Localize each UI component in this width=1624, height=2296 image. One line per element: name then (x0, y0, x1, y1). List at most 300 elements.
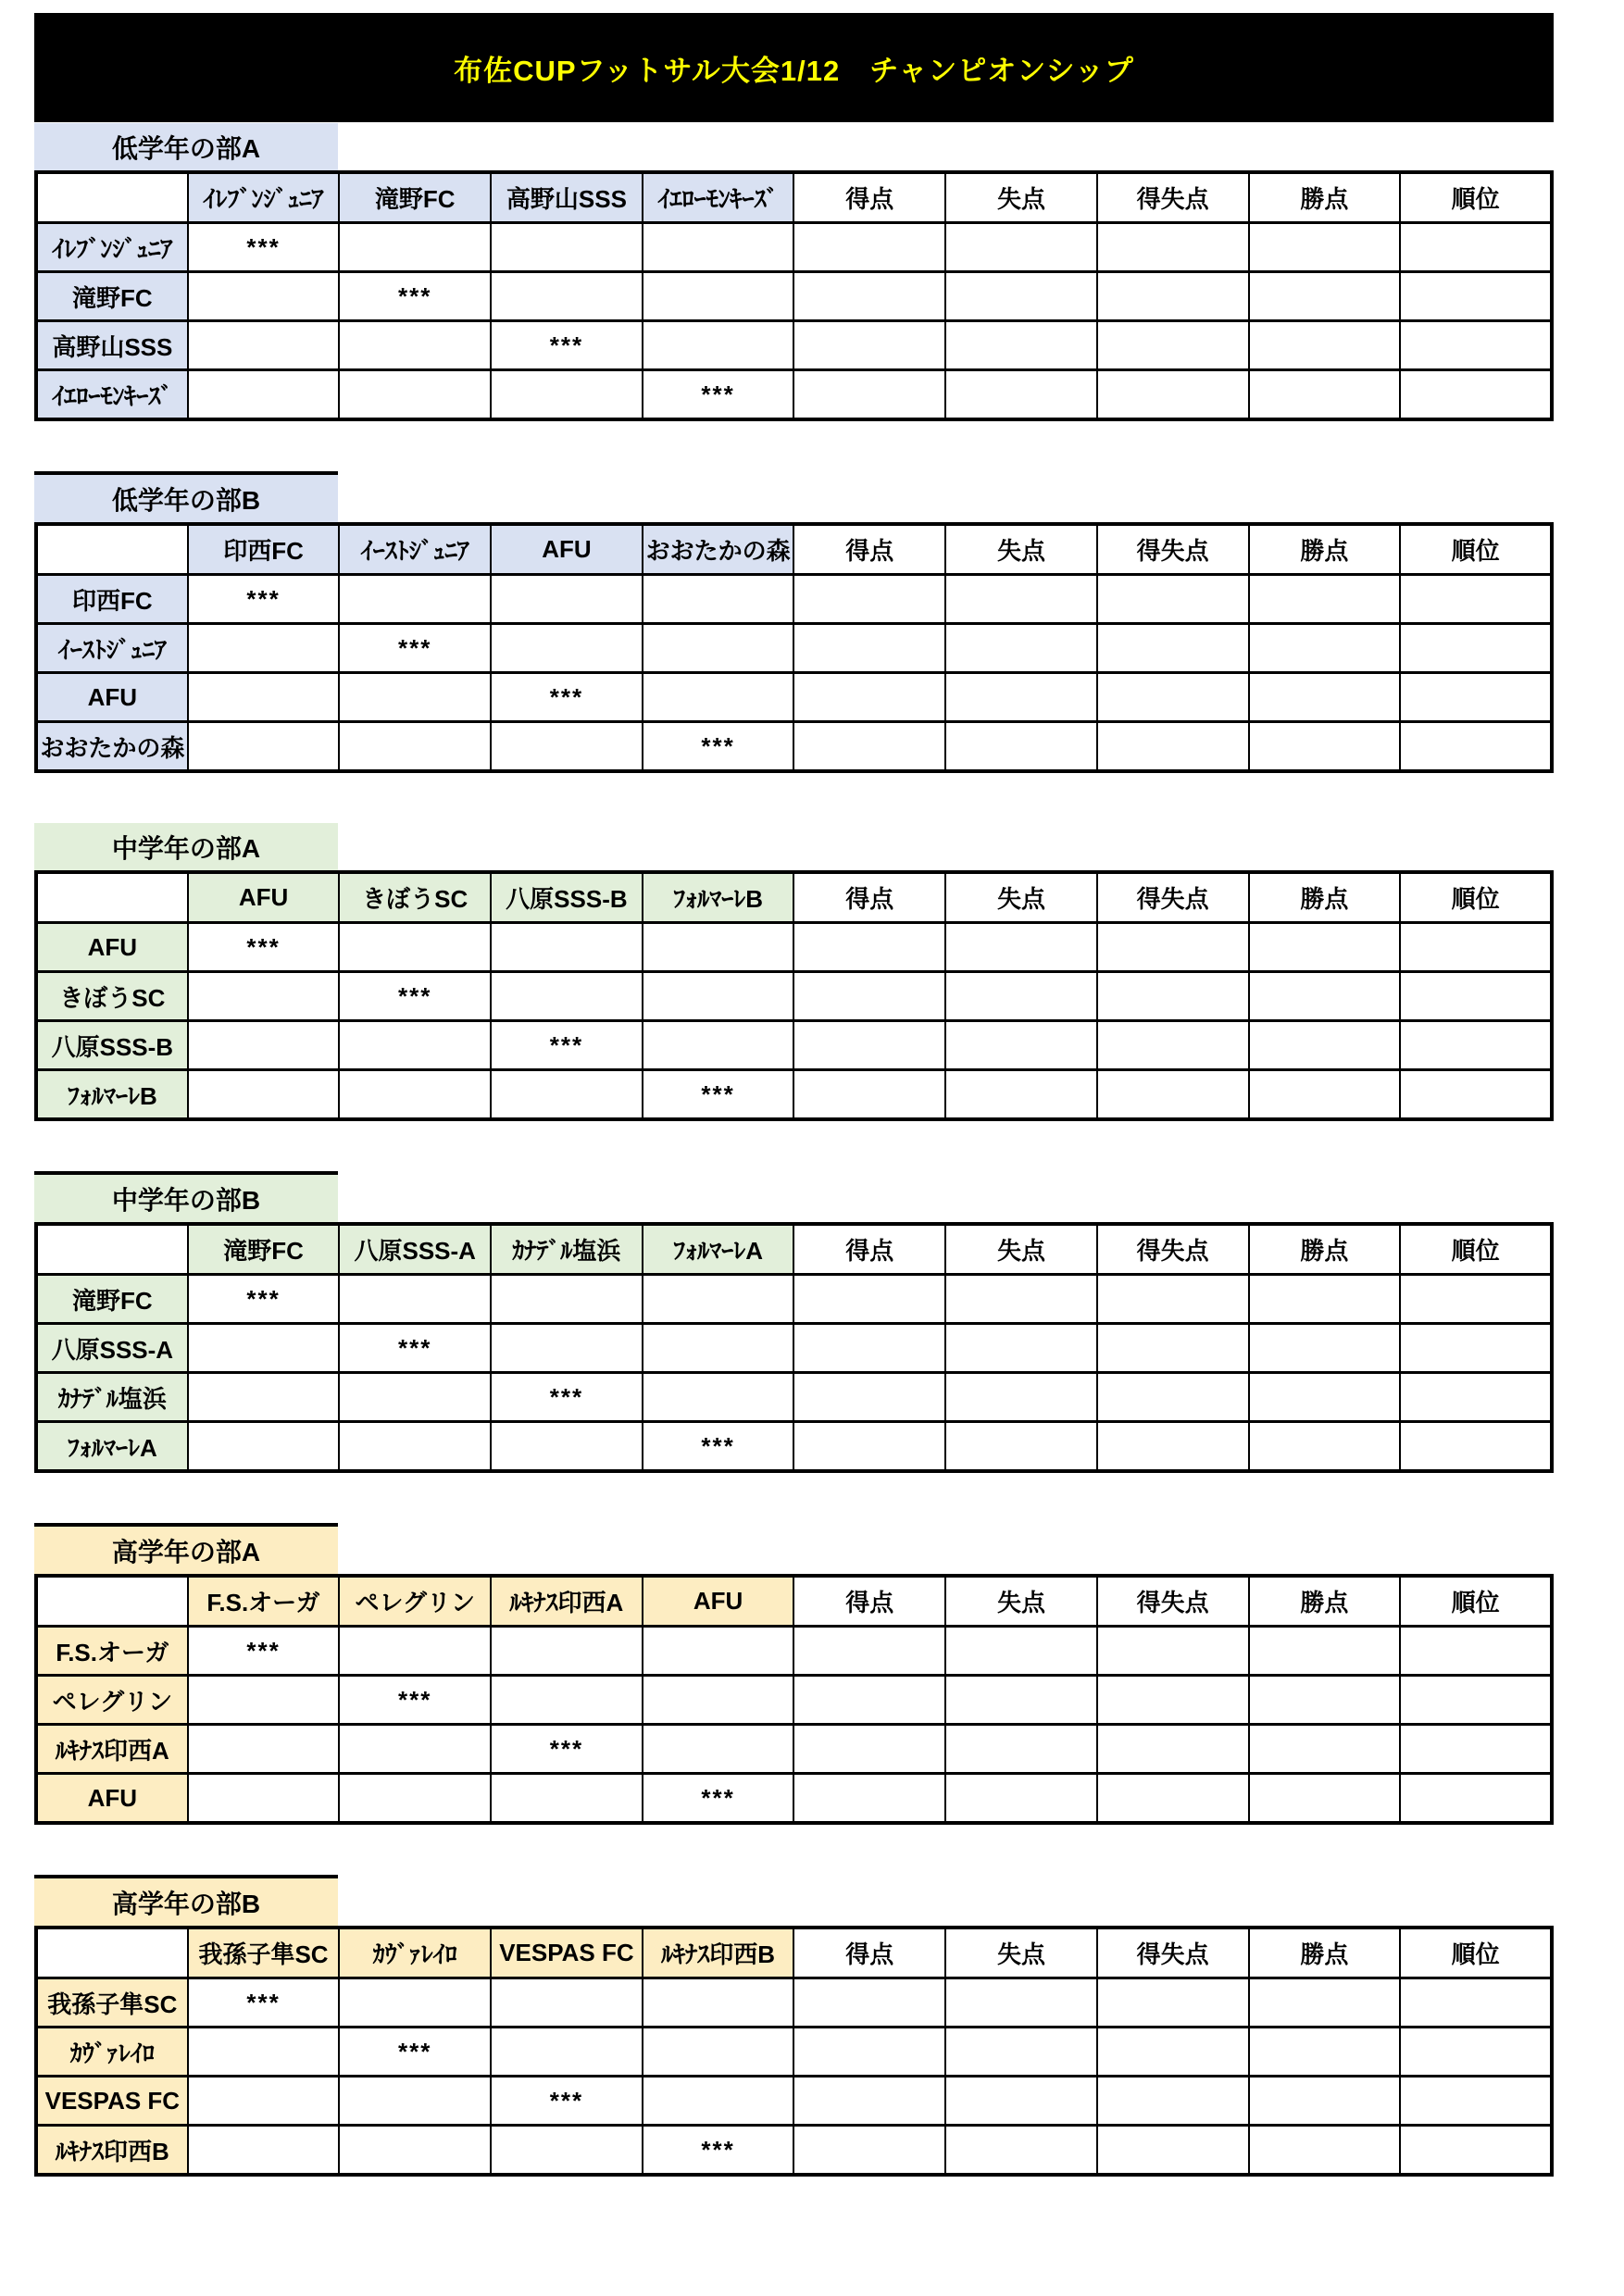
stat-cell (945, 1324, 1097, 1373)
section-title: 中学年の部A (34, 823, 338, 870)
stat-cell (945, 1978, 1097, 2028)
stat-cell (1400, 1373, 1552, 1422)
team-row-label: 八原SSS-A (36, 1324, 188, 1373)
stat-cell (793, 1725, 945, 1774)
standings-table (34, 1222, 1554, 1473)
stat-cell (793, 321, 945, 370)
team-row-label: AFU (36, 923, 188, 972)
match-cell (491, 722, 643, 772)
stat-cell (1400, 972, 1552, 1021)
section-title: 中学年の部B (34, 1171, 338, 1222)
stat-cell (1249, 223, 1401, 272)
match-cell (491, 1627, 643, 1676)
corner-cell (36, 1224, 188, 1275)
stat-cell (1097, 223, 1249, 272)
team-row-label: ｲｴﾛｰﾓﾝｷｰｽﾞ (36, 370, 188, 420)
match-cell (188, 1373, 340, 1422)
diagonal-cell: *** (339, 2028, 491, 2077)
match-cell (339, 2077, 491, 2126)
stat-cell (1400, 1978, 1552, 2028)
diagonal-cell: *** (643, 1070, 794, 1120)
team-row (36, 673, 1552, 722)
match-cell (188, 321, 340, 370)
stat-col-header: 失点 (945, 1928, 1097, 1978)
stat-col-header: 勝点 (1249, 172, 1401, 223)
stat-cell (1097, 1021, 1249, 1070)
stat-cell (793, 2077, 945, 2126)
team-col-header: ペレグリン (339, 1576, 491, 1627)
standings-table (34, 170, 1554, 421)
team-col-header: ｲｰｽﾄｼﾞｭﾆｱ (339, 524, 491, 575)
match-cell (491, 1275, 643, 1324)
team-row (36, 1021, 1552, 1070)
diagonal-cell: *** (491, 673, 643, 722)
stat-cell (793, 575, 945, 624)
stat-cell (1097, 1978, 1249, 2028)
stat-cell (1249, 321, 1401, 370)
stat-cell (1249, 2077, 1401, 2126)
stat-cell (1400, 1275, 1552, 1324)
stat-cell (1400, 1422, 1552, 1472)
team-col-header: 滝野FC (188, 1224, 340, 1275)
corner-cell (36, 524, 188, 575)
stat-col-header: 得点 (793, 1224, 945, 1275)
match-cell (491, 575, 643, 624)
stat-cell (1097, 370, 1249, 420)
diagonal-cell: *** (339, 1324, 491, 1373)
stat-cell (1249, 624, 1401, 673)
stat-cell (1097, 2126, 1249, 2176)
team-col-header: F.S.オーガ (188, 1576, 340, 1627)
match-cell (643, 1676, 794, 1725)
stat-cell (945, 575, 1097, 624)
match-cell (491, 923, 643, 972)
team-row-label: VESPAS FC (36, 2077, 188, 2126)
match-cell (339, 1978, 491, 2028)
match-cell (643, 1275, 794, 1324)
team-row (36, 1275, 1552, 1324)
stat-cell (793, 223, 945, 272)
team-row (36, 370, 1552, 420)
corner-cell (36, 1928, 188, 1978)
team-row-label: 滝野FC (36, 272, 188, 321)
match-cell (643, 972, 794, 1021)
stat-cell (1249, 1774, 1401, 1824)
stat-cell (1400, 321, 1552, 370)
stat-col-header: 得点 (793, 872, 945, 923)
match-cell (339, 1627, 491, 1676)
stat-col-header: 順位 (1400, 1576, 1552, 1627)
team-col-header: ｶｳﾞｧﾚｲﾛ (339, 1928, 491, 1978)
stat-cell (945, 2126, 1097, 2176)
section-title: 高学年の部A (34, 1523, 338, 1574)
section-title: 高学年の部B (34, 1875, 338, 1926)
stat-col-header: 順位 (1400, 872, 1552, 923)
stat-cell (793, 2028, 945, 2077)
stat-col-header: 勝点 (1249, 524, 1401, 575)
stat-cell (793, 1373, 945, 1422)
team-col-header: ｶﾅﾃﾞﾙ塩浜 (491, 1224, 643, 1275)
stat-col-header: 失点 (945, 872, 1097, 923)
match-cell (188, 1774, 340, 1824)
team-row-label: ｶｳﾞｧﾚｲﾛ (36, 2028, 188, 2077)
stat-col-header: 順位 (1400, 524, 1552, 575)
team-row-label: ﾌｫﾙﾏｰﾚA (36, 1422, 188, 1472)
header-row (36, 1224, 1552, 1275)
stat-cell (945, 1070, 1097, 1120)
team-col-header: ﾌｫﾙﾏｰﾚA (643, 1224, 794, 1275)
stat-cell (945, 2028, 1097, 2077)
stat-cell (1400, 722, 1552, 772)
match-cell (643, 624, 794, 673)
stat-cell (1097, 575, 1249, 624)
team-row (36, 722, 1552, 772)
stat-cell (1097, 673, 1249, 722)
team-col-header: ﾌｫﾙﾏｰﾚB (643, 872, 794, 923)
team-row-label: おおたかの森 (36, 722, 188, 772)
stat-cell (1400, 1324, 1552, 1373)
stat-cell (793, 1627, 945, 1676)
diagonal-cell: *** (643, 370, 794, 420)
team-row-label: AFU (36, 1774, 188, 1824)
stat-col-header: 失点 (945, 524, 1097, 575)
match-cell (643, 1373, 794, 1422)
diagonal-cell: *** (491, 1021, 643, 1070)
team-row-label: きぼうSC (36, 972, 188, 1021)
team-row (36, 2028, 1552, 2077)
stat-cell (1097, 923, 1249, 972)
team-col-header: AFU (643, 1576, 794, 1627)
stat-cell (793, 673, 945, 722)
corner-cell (36, 872, 188, 923)
stat-cell (793, 1978, 945, 2028)
diagonal-cell: *** (188, 1978, 340, 2028)
match-cell (339, 1021, 491, 1070)
sections-container (34, 123, 1554, 2177)
standings-table (34, 1574, 1554, 1825)
section-title: 低学年の部B (34, 471, 338, 522)
diagonal-cell: *** (643, 2126, 794, 2176)
stat-cell (1249, 1275, 1401, 1324)
stat-cell (1400, 370, 1552, 420)
section-low-b (34, 471, 1554, 773)
match-cell (188, 1676, 340, 1725)
team-row-label: ﾙｷﾅｽ印西B (36, 2126, 188, 2176)
stat-cell (945, 1422, 1097, 1472)
stat-cell (1097, 1676, 1249, 1725)
match-cell (188, 2077, 340, 2126)
team-row (36, 1627, 1552, 1676)
match-cell (339, 923, 491, 972)
match-cell (339, 370, 491, 420)
stat-cell (1249, 2126, 1401, 2176)
stat-cell (793, 1774, 945, 1824)
stat-cell (1249, 1021, 1401, 1070)
stat-col-header: 得失点 (1097, 1928, 1249, 1978)
header-row (36, 1928, 1552, 1978)
match-cell (188, 2126, 340, 2176)
stat-cell (1249, 1627, 1401, 1676)
match-cell (339, 1774, 491, 1824)
team-row (36, 972, 1552, 1021)
match-cell (643, 321, 794, 370)
team-row (36, 2077, 1552, 2126)
team-col-header: AFU (491, 524, 643, 575)
match-cell (339, 673, 491, 722)
team-row-label: 我孫子隼SC (36, 1978, 188, 2028)
diagonal-cell: *** (188, 1627, 340, 1676)
match-cell (491, 272, 643, 321)
match-cell (643, 1725, 794, 1774)
stat-cell (1097, 1324, 1249, 1373)
header-row (36, 1576, 1552, 1627)
diagonal-cell: *** (643, 1422, 794, 1472)
standings-table (34, 522, 1554, 773)
stat-cell (945, 624, 1097, 673)
team-col-header: 我孫子隼SC (188, 1928, 340, 1978)
stat-cell (1097, 272, 1249, 321)
match-cell (643, 1978, 794, 2028)
stat-cell (793, 1021, 945, 1070)
standings-table (34, 1926, 1554, 2177)
stat-cell (1097, 1725, 1249, 1774)
team-row-label: ｲｰｽﾄｼﾞｭﾆｱ (36, 624, 188, 673)
team-row-label: ｶﾅﾃﾞﾙ塩浜 (36, 1373, 188, 1422)
match-cell (643, 923, 794, 972)
stat-cell (1249, 1070, 1401, 1120)
match-cell (643, 673, 794, 722)
match-cell (188, 673, 340, 722)
team-row (36, 272, 1552, 321)
stat-cell (1097, 2077, 1249, 2126)
stat-cell (793, 370, 945, 420)
stat-cell (1249, 272, 1401, 321)
stat-cell (793, 272, 945, 321)
team-row (36, 1725, 1552, 1774)
stat-col-header: 順位 (1400, 1928, 1552, 1978)
team-row (36, 223, 1552, 272)
diagonal-cell: *** (188, 923, 340, 972)
diagonal-cell: *** (491, 2077, 643, 2126)
match-cell (188, 1725, 340, 1774)
stat-cell (1400, 575, 1552, 624)
stat-cell (1097, 1373, 1249, 1422)
tournament-title: 布佐CUPフットサル大会1/12 チャンピオンシップ (454, 54, 1134, 87)
stat-cell (945, 1275, 1097, 1324)
stat-cell (1097, 1422, 1249, 1472)
stat-cell (1249, 1324, 1401, 1373)
section-low-a (34, 123, 1554, 421)
team-row-label: ｲﾚﾌﾞﾝｼﾞｭﾆｱ (36, 223, 188, 272)
stat-col-header: 得失点 (1097, 1576, 1249, 1627)
section-title: 低学年の部A (34, 123, 338, 170)
stat-cell (1097, 1070, 1249, 1120)
stat-col-header: 失点 (945, 1576, 1097, 1627)
stat-col-header: 勝点 (1249, 1928, 1401, 1978)
team-row (36, 624, 1552, 673)
match-cell (188, 1422, 340, 1472)
stat-cell (1249, 1725, 1401, 1774)
team-row (36, 1422, 1552, 1472)
team-row-label: F.S.オーガ (36, 1627, 188, 1676)
standings-table (34, 870, 1554, 1121)
match-cell (491, 1324, 643, 1373)
team-col-header: ｲﾚﾌﾞﾝｼﾞｭﾆｱ (188, 172, 340, 223)
match-cell (491, 1070, 643, 1120)
match-cell (339, 575, 491, 624)
team-col-header: 滝野FC (339, 172, 491, 223)
stat-cell (945, 370, 1097, 420)
stat-cell (793, 624, 945, 673)
stat-cell (945, 673, 1097, 722)
stat-cell (945, 1627, 1097, 1676)
match-cell (188, 370, 340, 420)
stat-cell (1097, 1627, 1249, 1676)
stat-col-header: 得点 (793, 524, 945, 575)
stat-cell (1400, 1627, 1552, 1676)
stat-cell (1400, 923, 1552, 972)
match-cell (188, 2028, 340, 2077)
match-cell (491, 370, 643, 420)
stat-cell (1400, 2077, 1552, 2126)
team-col-header: 高野山SSS (491, 172, 643, 223)
stat-cell (1400, 2028, 1552, 2077)
stat-cell (1249, 972, 1401, 1021)
match-cell (491, 2126, 643, 2176)
corner-cell (36, 1576, 188, 1627)
match-cell (491, 1978, 643, 2028)
stat-cell (945, 2077, 1097, 2126)
stat-cell (1249, 575, 1401, 624)
stat-cell (945, 1774, 1097, 1824)
stat-cell (793, 2126, 945, 2176)
stat-col-header: 勝点 (1249, 1224, 1401, 1275)
stat-col-header: 勝点 (1249, 872, 1401, 923)
stat-cell (1249, 923, 1401, 972)
stat-cell (945, 923, 1097, 972)
stat-col-header: 得点 (793, 1576, 945, 1627)
stat-cell (1400, 1676, 1552, 1725)
stat-cell (1400, 1021, 1552, 1070)
match-cell (188, 1070, 340, 1120)
team-row (36, 1676, 1552, 1725)
stat-cell (945, 1021, 1097, 1070)
match-cell (491, 624, 643, 673)
corner-cell (36, 172, 188, 223)
section-high-b (34, 1875, 1554, 2177)
stat-cell (1400, 1774, 1552, 1824)
stat-col-header: 失点 (945, 172, 1097, 223)
team-row (36, 1978, 1552, 2028)
stat-cell (1249, 722, 1401, 772)
stat-cell (1249, 370, 1401, 420)
stat-col-header: 勝点 (1249, 1576, 1401, 1627)
stat-cell (945, 272, 1097, 321)
stat-cell (945, 223, 1097, 272)
diagonal-cell: *** (339, 1676, 491, 1725)
stat-cell (1097, 624, 1249, 673)
team-col-header: 八原SSS-B (491, 872, 643, 923)
match-cell (643, 2077, 794, 2126)
stat-cell (793, 923, 945, 972)
team-row-label: ﾌｫﾙﾏｰﾚB (36, 1070, 188, 1120)
team-col-header: ﾙｷﾅｽ印西B (643, 1928, 794, 1978)
diagonal-cell: *** (339, 272, 491, 321)
team-row-label: 印西FC (36, 575, 188, 624)
stat-cell (793, 1275, 945, 1324)
stat-col-header: 得失点 (1097, 872, 1249, 923)
diagonal-cell: *** (188, 575, 340, 624)
diagonal-cell: *** (188, 223, 340, 272)
match-cell (643, 1324, 794, 1373)
stat-cell (1249, 673, 1401, 722)
section-mid-a (34, 823, 1554, 1121)
section-mid-b (34, 1171, 1554, 1473)
team-row (36, 575, 1552, 624)
match-cell (339, 1725, 491, 1774)
stat-cell (1400, 624, 1552, 673)
stat-cell (1249, 1373, 1401, 1422)
match-cell (643, 272, 794, 321)
team-row-label: 高野山SSS (36, 321, 188, 370)
stat-col-header: 得失点 (1097, 172, 1249, 223)
match-cell (188, 1324, 340, 1373)
stat-col-header: 得点 (793, 1928, 945, 1978)
stat-cell (1097, 1275, 1249, 1324)
team-col-header: AFU (188, 872, 340, 923)
diagonal-cell: *** (643, 722, 794, 772)
match-cell (491, 2028, 643, 2077)
stat-cell (793, 722, 945, 772)
match-cell (339, 722, 491, 772)
match-cell (188, 624, 340, 673)
stat-cell (945, 1676, 1097, 1725)
diagonal-cell: *** (339, 624, 491, 673)
stat-cell (1400, 223, 1552, 272)
match-cell (339, 1422, 491, 1472)
stat-col-header: 失点 (945, 1224, 1097, 1275)
stat-cell (1249, 1422, 1401, 1472)
match-cell (643, 2028, 794, 2077)
stat-col-header: 順位 (1400, 172, 1552, 223)
team-col-header: ﾙｷﾅｽ印西A (491, 1576, 643, 1627)
team-row (36, 1324, 1552, 1373)
match-cell (188, 722, 340, 772)
match-cell (339, 2126, 491, 2176)
match-cell (491, 972, 643, 1021)
match-cell (339, 1373, 491, 1422)
team-col-header: おおたかの森 (643, 524, 794, 575)
match-cell (491, 223, 643, 272)
stat-cell (1097, 722, 1249, 772)
stat-cell (793, 1676, 945, 1725)
team-row-label: 八原SSS-B (36, 1021, 188, 1070)
match-cell (491, 1774, 643, 1824)
stat-cell (1400, 673, 1552, 722)
stat-cell (945, 1373, 1097, 1422)
header-row (36, 172, 1552, 223)
team-row (36, 321, 1552, 370)
match-cell (188, 972, 340, 1021)
match-cell (339, 321, 491, 370)
stat-cell (1400, 272, 1552, 321)
match-cell (643, 575, 794, 624)
team-col-header: ｲｴﾛｰﾓﾝｷｰｽﾞ (643, 172, 794, 223)
match-cell (339, 223, 491, 272)
stat-col-header: 得失点 (1097, 1224, 1249, 1275)
stat-cell (1249, 1978, 1401, 2028)
team-row (36, 2126, 1552, 2176)
